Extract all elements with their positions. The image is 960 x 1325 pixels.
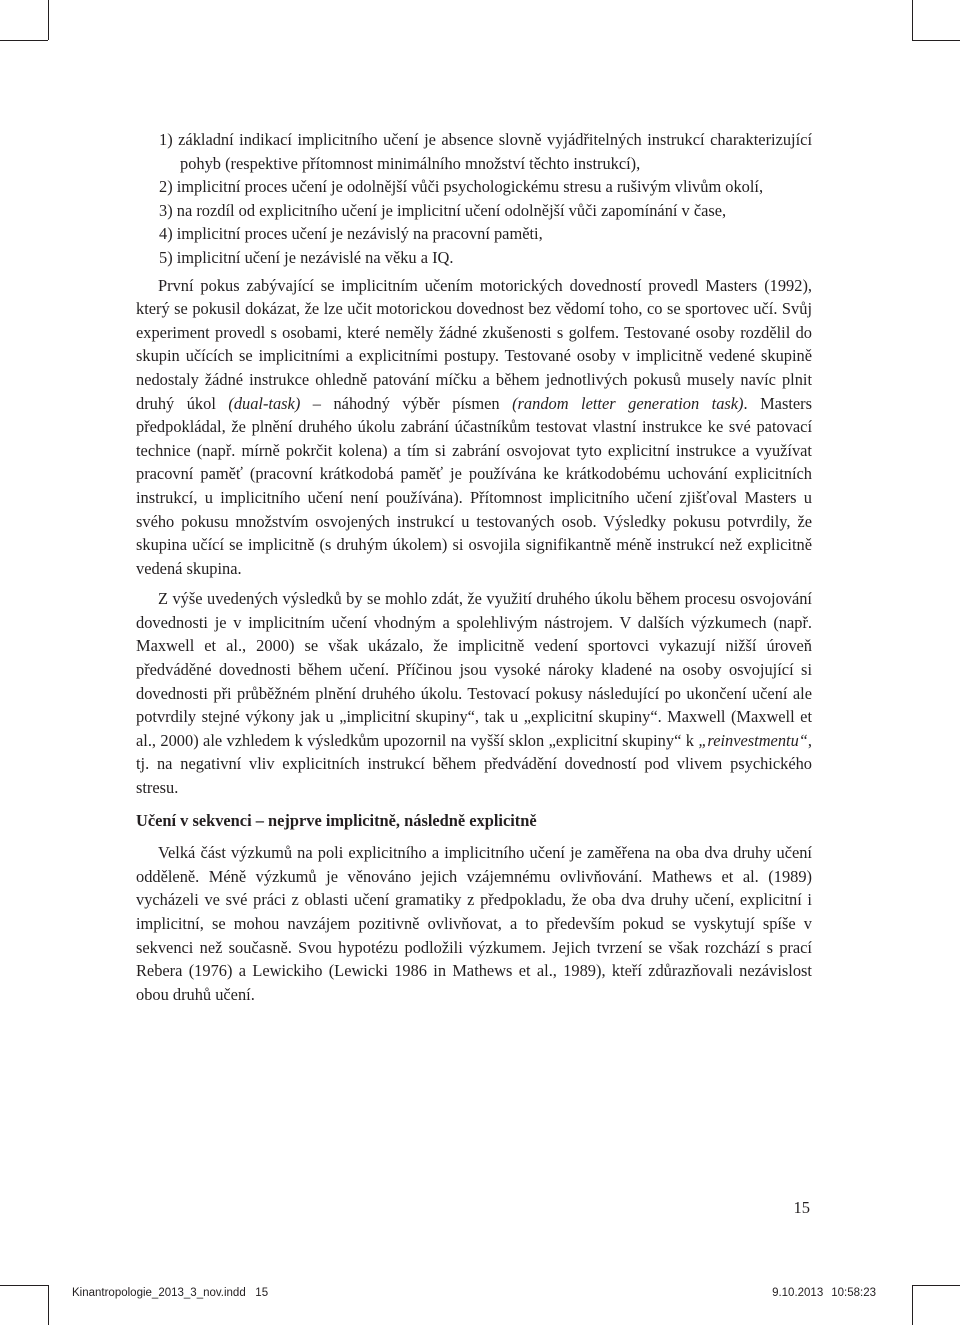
crop-mark xyxy=(48,0,49,40)
crop-mark xyxy=(912,1285,960,1286)
list-item: 3) na rozdíl od explicitního učení je implicitní učení odolnější vůči zapomínání v čase, xyxy=(159,200,727,220)
list-item: 4) implicitní proces učení je nezávislý na pracovní paměti, xyxy=(159,224,543,244)
crop-mark xyxy=(0,1285,48,1286)
crop-mark xyxy=(0,40,48,41)
page-number: 15 xyxy=(793,1198,810,1217)
list-item: 1) základní indikací implicitního učení je absence slovně vyjádřitelných instrukcí charakterizující pohyb (respektive přítomnost minimálního množství těchto instrukcí), xyxy=(159,130,812,173)
paragraph-masters: První pokus zabývající se implicitním učením motorických dovedností provedl Masters (1992), který se pokusil dokázat, že lze učit motorickou dovednost bez vědomí toho, co se sportovec učí. Svůj experiment provedl s osobami, které neměly žádné zkušenosti s golfem. Testované osoby rozdělil do skupin učících se implicitními a explicitními postupy. Testované osoby v implicitně vedené skupině nedostaly žádné instrukce ohledně patování míčku a během jednotlivých pokusů musely navíc plnit druhý úkol (dual-task) – náhodný výběr písmen (random letter generation task). Masters předpokládal, že plnění druhého úkolu zabrání účastníkům testovat vlastní instrukce ke své patovací technice (např. mírně pokrčit kolena) a tím si zabrání osvojovat tyto explicitní instrukce a využívat pracovní paměť (pracovní krátkodobá paměť je používána ke krátkodobému uchování explicitních instrukcí, u implicitního učení není používána). Přítomnost implicitního učení zjišťoval Masters u svého pokusu množstvím osvojených instrukcí u testovaných osob. Výsledky pokusu potvrdily, že skupina učící se implicitně (s druhým úkolem) si osvojila signifikantně méně instrukcí než explicitně vedená skupina. xyxy=(136,275,813,578)
slug-filename: Kinantropologie_2013_3_nov.indd 15 xyxy=(72,1287,269,1299)
paragraph-sequence: Velká část výzkumů na poli explicitního a implicitního učení je zaměřena na oba dva druhy učení odděleně. Méně výzkumů je věnováno jejich vzájemnému ovlivňování. Mathews et al. (1989) vycházeli ve své práci z oblasti učení gramatiky z předpokladu, že oba dva druhy učení, explicitní i implicitní, se mohou navzájem pozitivně ovlivňovat, a to především pokud se vyskytují spíše v sekvenci než současně. Svou hypotézu podložili výzkumem. Jejich tvrzení se však rozchází s prací Rebera (1976) a Lewickiho (Lewicki 1986 in Mathews et al., 1989), kteří zdůrazňovali nezávislost obou druhů učení. xyxy=(136,843,812,1004)
crop-mark xyxy=(912,0,913,40)
body-text xyxy=(136,128,812,1006)
section-heading: Učení v sekvenci – nejprve implicitně, následně explicitně xyxy=(136,810,537,830)
crop-mark xyxy=(912,1285,913,1325)
crop-mark xyxy=(912,40,960,41)
list-item: 2) implicitní proces učení je odolnější vůči psychologickému stresu a rušivým vlivům okolí, xyxy=(159,177,764,197)
paragraph-maxwell: Z výše uvedených výsledků by se mohlo zdát, že využití druhého úkolu během procesu osvojování dovednosti je v implicitním učení vhodným a spolehlivým nástrojem. V dalších výzkumech (např. Maxwell et al., 2000) se však ukázalo, že implicitně vedení sportovci vykazují nižší úroveň předváděné dovednosti během učení. Příčinou jsou vysoké nároky kladené na osoby osvojující si dovednosti při průběžném plnění druhého úkolu. Testovací pokusy následující po ukončení učení ale potvrdily stejné výkony jak u „implicitní skupiny“, tak u „explicitní skupiny“. Maxwell (Maxwell et al., 2000) ale vzhledem k výsledkům upozornil na vyšší sklon „explicitní skupiny“ k „reinvestmentu“, tj. na negativní vliv explicitních instrukcí během předvádění dovedností pod vlivem psychického stresu. xyxy=(136,589,812,798)
list-item: 5) implicitní učení je nezávislé na věku a IQ. xyxy=(159,247,454,267)
crop-mark xyxy=(48,1285,49,1325)
slug-timestamp: 9.10.2013 10:58:23 xyxy=(772,1287,876,1299)
